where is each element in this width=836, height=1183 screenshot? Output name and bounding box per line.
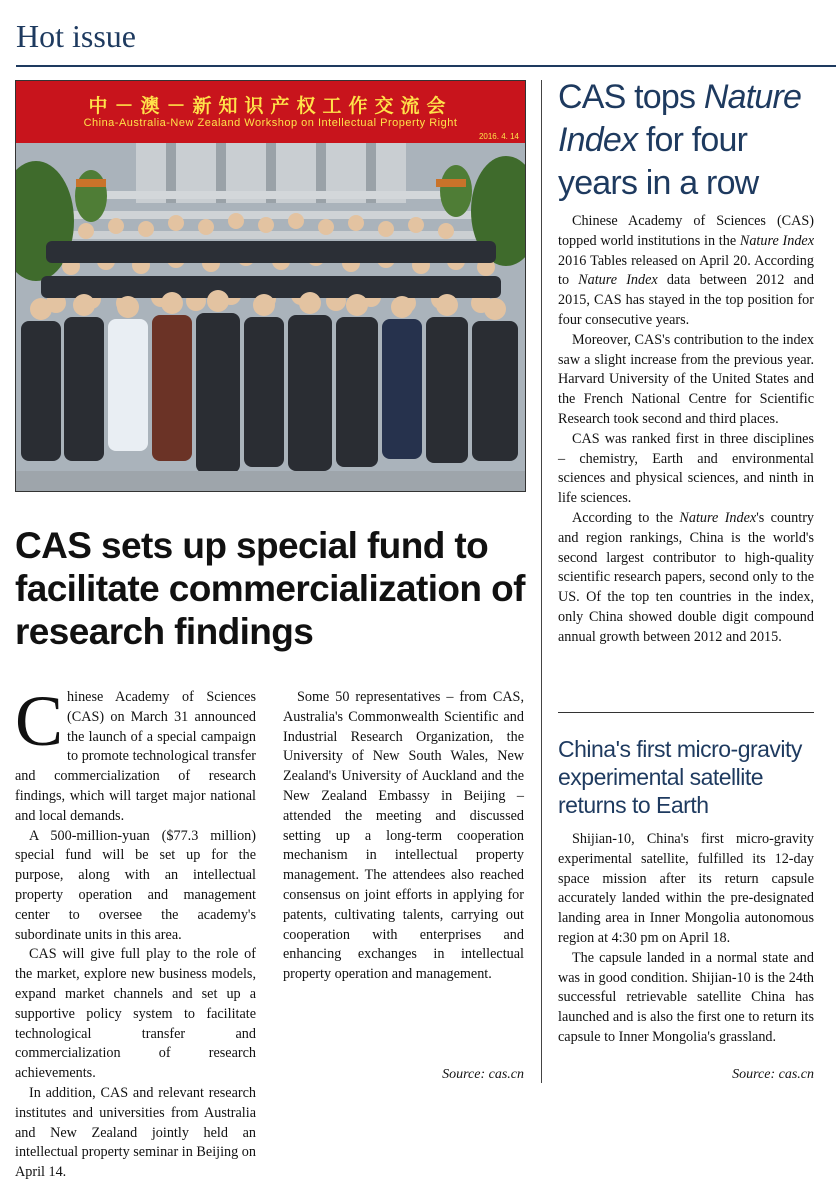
section-divider xyxy=(16,65,836,67)
sidebar2-body xyxy=(558,830,814,1048)
article-paragraph: Some 50 representatives – from CAS, Australia's Commonwealth Scientific and Industrial Research Organization, the University of New South Wales, New Zealand's University of Auckland and the New Zealand Embassy in Beijing – attended the meeting and discussed setting up a long-term cooperation mechanism in intellectual property management. The attendees also reached consensus on joint efforts in applying for patents, cultivating talents, carrying out cooperation with enterprises and enhancing exchanges in intellectual property operation and management. xyxy=(283,689,524,983)
paragraph-text: hinese Academy of Sciences (CAS) on March 31 announced the launch of a special campaign to promote technological transfer and commercialization of research findings, which will target major national and local demands. xyxy=(15,689,256,824)
sidebar2-source: Source: cas.cn xyxy=(732,1067,814,1082)
headline-part: CAS tops xyxy=(558,78,704,116)
paragraph-text: Chinese Academy of Sciences (CAS) topped world institutions in the xyxy=(558,213,814,249)
section-title: Hot issue xyxy=(16,18,136,54)
article-paragraph: CAS was ranked first in three disciplines – chemistry, Earth and environmental sciences and physical sciences, and ninth in life sciences. xyxy=(558,430,814,507)
paragraph-italic: Nature Index xyxy=(679,509,757,526)
sidebar1-body xyxy=(558,212,814,648)
group-photo xyxy=(15,80,526,492)
paragraph-italic: Nature Index xyxy=(739,232,815,249)
paragraph-text: data between 2012 and 2015, CAS has stayed in the top position for four consecutive years. xyxy=(558,272,814,328)
article-paragraph xyxy=(558,212,814,331)
column-divider xyxy=(541,80,542,1083)
article-paragraph xyxy=(558,509,814,648)
main-headline: CAS sets up special fund to facilitate commercialization of research findings xyxy=(15,525,525,652)
banner-chinese-title: 中－澳－新知识产权工作交流会 xyxy=(88,96,453,117)
article-paragraph: CAS will give full play to the role of the market, explore new business models, expand market channels and set up a supportive policy system to facilitate technological transfer and commercialization of research achievements. xyxy=(15,946,256,1082)
paragraph-italic: Nature Index xyxy=(578,272,658,289)
sidebar-divider xyxy=(558,712,814,713)
banner-date: 2016. 4. 14 xyxy=(478,132,519,141)
drop-cap: C xyxy=(15,681,64,761)
banner-english-title: China-Australia-New Zealand Workshop on Intellectual Property Right xyxy=(83,117,458,129)
paragraph-text: 's country and region rankings, China is the world's second largest contributor to high-quality scientific research papers, second only to the US. Of the top ten countries in the index, only China showed double digit compound annual growth between 2012 and 2015. xyxy=(558,509,815,645)
photo-banner xyxy=(16,81,525,143)
sidebar2-headline: China's first micro-gravity experimental satellite returns to Earth xyxy=(558,736,802,818)
article-paragraph: Shijian-10, China's first micro-gravity experimental satellite, fulfilled its 12-day space mission after its return capsule accurately landed within the pre-designated landing area in Inner Mongolia autonomous region at 4:30 pm on April 18. xyxy=(558,831,814,946)
paragraph-text: According to the xyxy=(572,509,680,526)
article-paragraph: Moreover, CAS's contribution to the index saw a slight increase from the previous year. Harvard University of the United States and the French National Centre for Scientific Research took second and third places. xyxy=(558,331,814,427)
main-article-column-1 xyxy=(15,681,256,1183)
article-paragraph xyxy=(15,681,256,827)
main-article-column-2 xyxy=(283,688,524,985)
paragraph-text: 2016 Tables released on April 20. According to xyxy=(558,252,814,289)
article-paragraph: The capsule landed in a normal state and was in good condition. Shijian-10 is the 24th successful retrievable satellite China has launched and is also the first one to return its capsule to Inner Mongolia's grassland. xyxy=(558,949,814,1045)
article-paragraph: A 500-million-yuan ($77.3 million) special fund will be set up for the purpose, along with an intellectual property operation and management center to oversee the academy's subordinate units in this area. xyxy=(15,827,256,943)
article-paragraph: In addition, CAS and relevant research institutes and universities from Australia and New Zealand jointly held an intellectual property seminar in Beijing on April 14. xyxy=(15,1084,256,1181)
main-article-source: Source: cas.cn xyxy=(442,1067,524,1082)
headline-italic-part: Nature Index xyxy=(558,78,802,159)
sidebar1-headline xyxy=(558,76,828,205)
headline-part: for four years in a row xyxy=(558,121,759,202)
